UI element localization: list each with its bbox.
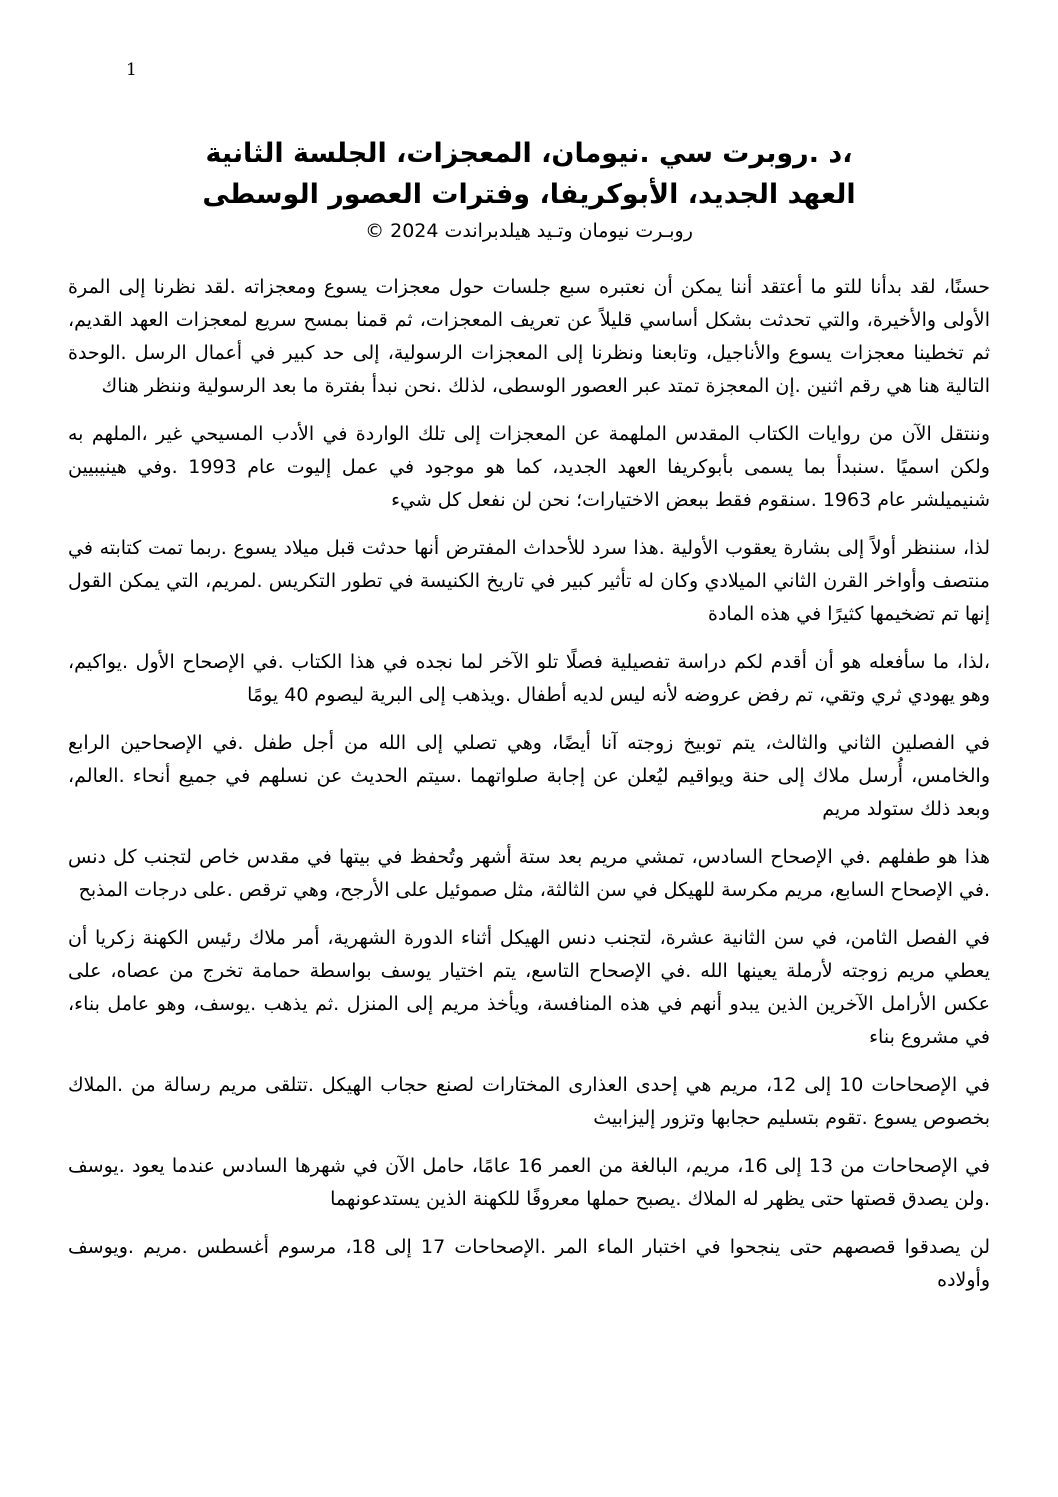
paragraph-2: وننتقل الآن من روايات الكتاب المقدس الملهمة عن المعجزات إلى تلك الواردة في الأدب المسيحي غير ،الملهم به ولكن اسميًا .سنبدأ بما يسمى بأبوكريفا العهد الجديد، كما هو موجود في عمل إليوت عام 1993 .وفي هينيبيين شنيميلشر عام 1963 .سنقوم فقط ببعض الاختيارات؛ نحن لن نفعل كل شيء [68,423,990,511]
paragraph-3: لذا، سننظر أولاً إلى بشارة يعقوب الأولية .هذا سرد للأحداث المفترض أنها حدثت قبل ميلاد يسوع .ربما تمت كتابته في منتصف وأواخر القرن الثاني الميلادي وكان له تأثير كبير في تاريخ الكنيسة في تطور التكريس .لمريم، التي يمكن القول إنها تم تضخيمها كثيرًا في هذه المادة [68,537,990,625]
document-body [68,271,990,1297]
paragraph-9: في الإصحاحات من 13 إلى 16، مريم، البالغة من العمر 16 عامًا، حامل الآن في شهرها السادس عندما يعود .يوسف .ولن يصدق قصتها حتى يظهر له الملاك .يصبح حملها معروفًا للكهنة الذين يستدعونهما [68,1155,991,1210]
paragraph-4: ،لذا، ما سأفعله هو أن أقدم لكم دراسة تفصيلية فصلًا تلو الآخر لما نجده في هذا الكتاب .في الإصحاح الأول .يواكيم، وهو يهودي ثري وتقي، تم رفض عروضه لأنه ليس لديه أطفال .ويذهب إلى البرية ليصوم 40 يومًا [68,651,990,706]
paragraph-6: هذا هو طفلهم .في الإصحاح السادس، تمشي مريم بعد ستة أشهر وتُحفظ في بيتها في مقدس خاص لتجنب كل دنس .في الإصحاح السابع، مريم مكرسة للهيكل في سن الثالثة، مثل صموئيل على الأرجح، وهي ترقص .على درجات المذبح [68,846,990,901]
paragraph-1: حسنًا، لقد بدأنا للتو ما أعتقد أننا يمكن أن نعتبره سبع جلسات حول معجزات يسوع ومعجزاته .لقد نظرنا إلى المرة الأولى والأخيرة، والتي تحدثت بشكل أساسي قليلاً عن تعريف المعجزات، ثم قمنا بمسح سريع لمعجزات العهد القديم، ثم تخطينا معجزات يسوع والأناجيل، وتابعنا ونظرنا إلى المعجزات الرسولية، إلى حد كبير في أعمال الرسل .الوحدة التالية هنا هي رقم اثنين .إن المعجزة تمتد عبر العصور الوسطى، لذلك .نحن نبدأ بفترة ما بعد الرسولية وننظر هناك [68,276,990,397]
page-number: 1 [126,60,137,80]
document-title-line1: ،د .روبرت سي .نيومان، المعجزات، الجلسة الثانية [205,138,853,169]
copyright-line: روبـرت نيومان وتـيد هيلدبراندت 2024 © [365,220,693,242]
paragraph-10: لن يصدقوا قصصهم حتى ينجحوا في اختبار الماء المر .الإصحاحات 17 إلى 18، مرسوم أغسطس .مريم .ويوسف وأولاده [68,1236,990,1291]
paragraph-7: في الفصل الثامن، في سن الثانية عشرة، لتجنب دنس الهيكل أثناء الدورة الشهرية، أمر ملاك رئيس الكهنة زكريا أن يعطي مريم زوجته لأرملة يعينها الله .في الإصحاح التاسع، يتم اختيار يوسف بواسطة حمامة تخرج من عصاه، على عكس الأرامل الآخرين الذين يبدو أنهم في هذه المنافسة، ويأخذ مريم إلى المنزل .ثم يذهب .يوسف، وهو عامل بناء، في مشروع بناء [68,927,990,1048]
paragraph-5: في الفصلين الثاني والثالث، يتم توبيخ زوجته آنا أيضًا، وهي تصلي إلى الله من أجل طفل .في الإصحاحين الرابع والخامس، أُرسل ملاك إلى حنة ويواقيم ليُعلن عن إجابة صلواتهما .سيتم الحديث عن نسلهم في جميع أنحاء .العالم، وبعد ذلك ستولد مريم [68,732,990,820]
document-title-line2: العهد الجديد، الأبوكريفا، وفترات العصور الوسطى [202,179,856,210]
paragraph-8: في الإصحاحات 10 إلى 12، مريم هي إحدى العذارى المختارات لصنع حجاب الهيكل .تتلقى مريم رسالة من .الملاك بخصوص يسوع .تقوم بتسليم حجابها وتزور إليزابيث [68,1074,990,1129]
title-block [68,0,990,245]
